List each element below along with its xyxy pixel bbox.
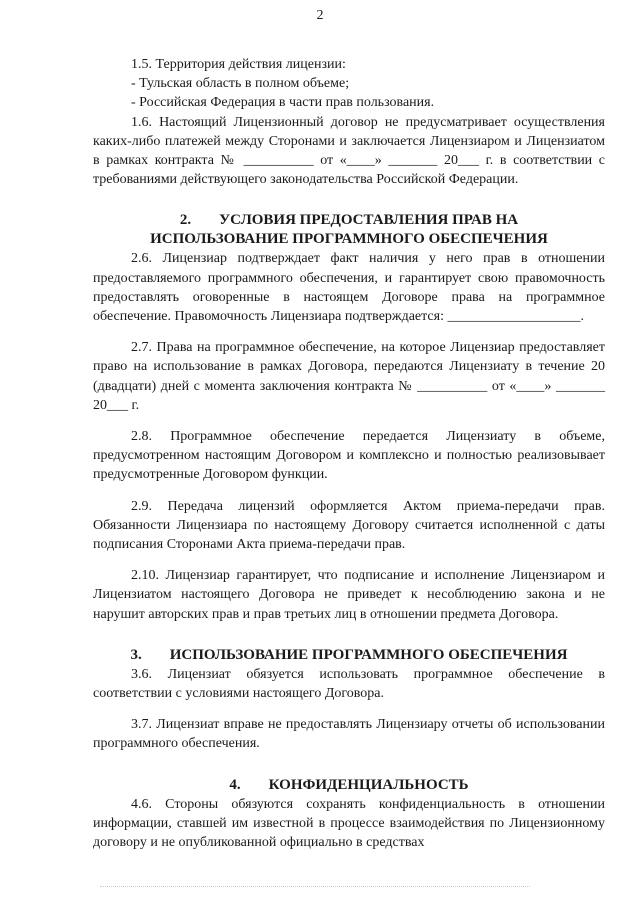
- document-body: [93, 55, 605, 852]
- clause-2-7: 2.7. Права на программное обеспечение, на которое Лицензиар предоставляет право на использование в рамках Договора, передаются Лицензиату в течение 20 (двадцати) дней с момента заключения контракта № __________ от «____» _______ 20___ г.: [93, 340, 605, 413]
- scan-edge-artifact: [100, 886, 530, 888]
- clause-2-6: 2.6. Лицензиар подтверждает факт наличия у него прав в отношении предоставляемого программного обеспечения, и гарантирует свою правомочность предоставлять оговоренные в настоящем Договоре права на программное обеспечение. Правомочность Лицензиара подтверждается: ___________________.: [93, 251, 605, 325]
- section-3-number: 3.: [130, 646, 142, 663]
- page-number: 2: [316, 8, 324, 23]
- clause-1-5-title: 1.5. Территория действия лицензии:: [131, 57, 346, 72]
- clause-3-6: 3.6. Лицензиат обязуется использовать программное обеспечение в соответствии с условиями настоящего Договора.: [93, 666, 605, 702]
- clause-2-10: 2.10. Лицензиар гарантирует, что подписание и исполнение Лицензиаром и Лицензиатом настоящего Договора не приведет к несоблюдению закона и не нарушит авторских прав и прав третьих лиц в отношении предмета Договора.: [93, 568, 605, 622]
- section-2-heading: [93, 211, 605, 230]
- section-2-number: 2.: [179, 212, 192, 229]
- clause-1-5-item-2: - Российская Федерация в части прав пользования.: [131, 95, 435, 111]
- section-2-title-line-2: ИСПОЛЬЗОВАНИЕ ПРОГРАММНОГО ОБЕСПЕЧЕНИЯ: [150, 231, 548, 248]
- section-4-heading: [93, 776, 605, 795]
- clause-1-5-item-1: - Тульская область в полном объеме;: [131, 76, 350, 92]
- clause-2-8: 2.8. Программное обеспечение передается Лицензиату в объеме, предусмотренном настоящим Договором и комплексно и полностью реализовывает предусмотренные Договором функции.: [93, 429, 605, 483]
- section-3-heading: [93, 646, 605, 665]
- section-2-title-line-1: УСЛОВИЯ ПРЕДОСТАВЛЕНИЯ ПРАВ НА: [219, 212, 519, 229]
- section-4-number: 4.: [229, 776, 241, 793]
- clause-4-6: 4.6. Стороны обязуются сохранять конфиденциальность в отношении информации, ставшей им известной в процессе взаимодействия по Лицензионному договору и не опубликованной официально в средствах: [93, 796, 605, 851]
- section-3-title: ИСПОЛЬЗОВАНИЕ ПРОГРАММНОГО ОБЕСПЕЧЕНИЯ: [169, 646, 568, 663]
- clause-2-9: 2.9. Передача лицензий оформляется Актом приема-передачи прав. Обязанности Лицензиара по настоящему Договору считается исполненной с даты подписания Сторонами Акта приема-передачи прав.: [93, 498, 605, 553]
- clause-1-6: 1.6. Настоящий Лицензионный договор не предусматривает осуществления каких-либо платежей между Сторонами и заключается Лицензиаром и Лицензиатом в рамках контракта № __________ от «____» _______ 20___ г. в соответствии с требованиями действующего законодательства Российской Федерации.: [93, 114, 605, 188]
- clause-3-7: 3.7. Лицензиат вправе не предоставлять Лицензиару отчеты об использовании программного обеспечения.: [93, 717, 605, 752]
- section-4-title: КОНФИДЕНЦИАЛЬНОСТЬ: [268, 776, 469, 793]
